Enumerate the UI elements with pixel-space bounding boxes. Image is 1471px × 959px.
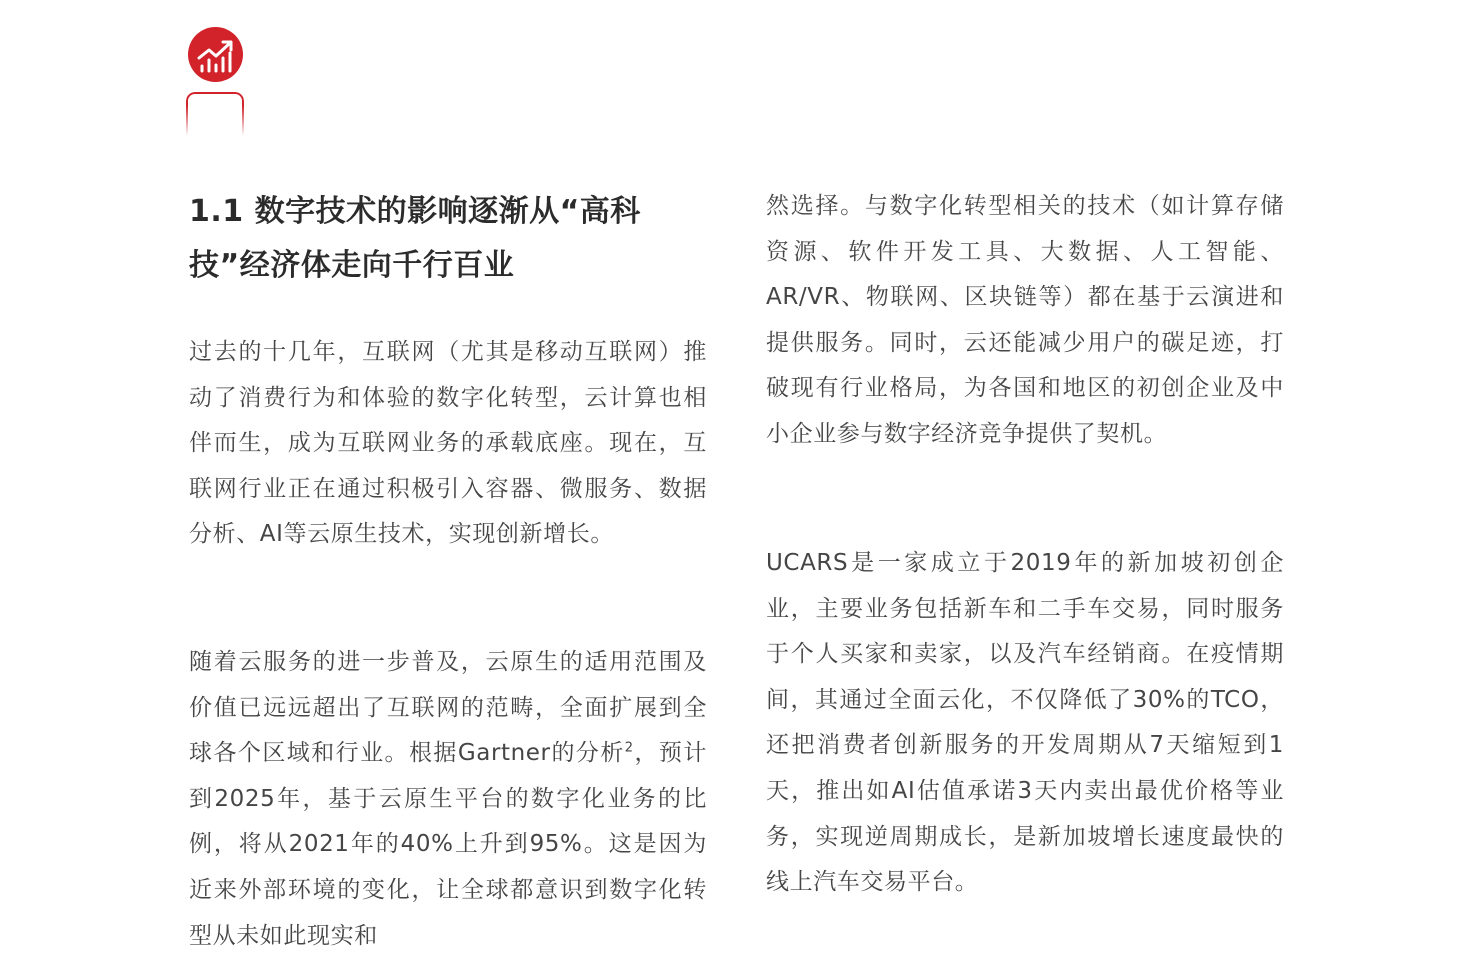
section-heading: 1.1 数字技术的影响逐渐从“高科技”经济体走向千行百业	[189, 194, 641, 283]
decorative-tab-outline	[186, 92, 244, 136]
growth-chart-icon	[188, 27, 243, 82]
paragraph-internet-transformation: 过去的十几年，互联网（尤其是移动互联网）推动了消费行为和体验的数字化转型，云计算也相伴而生，成为互联网业务的承载底座。现在，互联网行业正在通过积极引入容器、微服务、数据分析、AI等云原生技术，实现创新增长。	[189, 339, 707, 548]
paragraph-ucars-case: UCARS是一家成立于2019年的新加坡初创企业，主要业务包括新车和二手车交易，同时服务于个人买家和卖家，以及汽车经销商。在疫情期间，其通过全面云化，不仅降低了30%的TCO，还把消费者创新服务的开发周期从7天缩短到1天，推出如AI估值承诺3天内卖出最优价格等业务，实现逆周期成长，是新加坡增长速度最快的线上汽车交易平台。	[766, 550, 1284, 896]
footnote-marker[interactable]: 2	[624, 740, 634, 756]
paragraph-text: ，预计到2025年，基于云原生平台的数字化业务的比例，将从2021年的40%上升到95%。这是因为近来外部环境的变化，让全球都意识到数字化转型从未如此现实和	[189, 740, 707, 949]
paragraph-text: 随着云服务的进一步普及，云原生的适用范围及价值已远远超出了互联网的范畴，全面扩展到全球各个区域和行业。根据Gartner的分析	[189, 649, 707, 767]
paragraph-cloud-technologies: 然选择。与数字化转型相关的技术（如计算存储资源、软件开发工具、大数据、人工智能、AR/VR、物联网、区块链等）都在基于云演进和提供服务。同时，云还能减少用户的碳足迹，打破现有行业格局，为各国和地区的初创企业及中小企业参与数字经济竞争提供了契机。	[766, 193, 1284, 447]
paragraph-cloud-native-expansion	[189, 640, 707, 959]
